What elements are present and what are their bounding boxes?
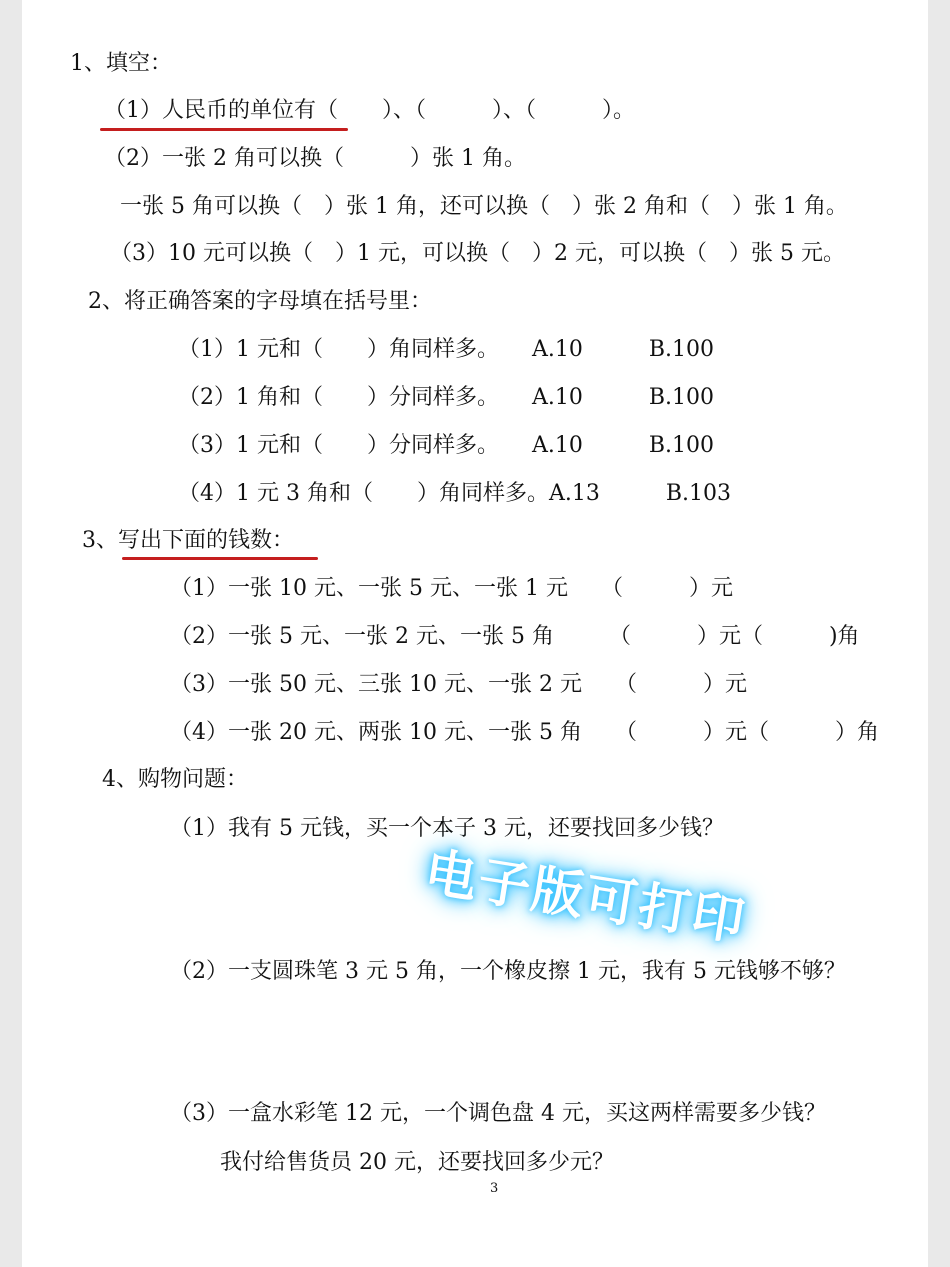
section-3-title: 3、写出下面的钱数： — [82, 528, 294, 553]
red-underline-q1-1 — [100, 128, 348, 131]
section-4-title: 4、购物问题： — [102, 767, 248, 792]
page-number: 3 — [490, 1181, 499, 1196]
q1-3-line: （3）10 元可以换（ ）1 元，可以换（ ）2 元，可以换（ ）张 5 元。 — [110, 241, 845, 266]
q1-2b-line: 一张 5 角可以换（ ）张 1 角，还可以换（ ）张 2 角和（ ）张 1 角。 — [120, 194, 848, 219]
red-underline-section-3 — [122, 557, 318, 560]
q2-2-line: （2）1 角和（ ）分同样多。 A.10 B.100 — [178, 385, 715, 410]
section-2-title: 2、将正确答案的字母填在括号里： — [88, 289, 432, 314]
worksheet-page — [22, 0, 928, 1267]
q4-3b-line: 我付给售货员 20 元，还要找回多少元？ — [220, 1150, 614, 1175]
watermark-text: 电子版可打印 — [420, 842, 750, 953]
q3-4-line: （4）一张 20 元、两张 10 元、一张 5 角 （ ）元（ ）角 — [170, 720, 879, 745]
q2-3-line: （3）1 元和（ ）分同样多。 A.10 B.100 — [178, 433, 715, 458]
section-1-title: 1、填空： — [70, 51, 172, 76]
q3-3-line: （3）一张 50 元、三张 10 元、一张 2 元 （ ）元 — [170, 672, 747, 697]
q4-3-line: （3）一盒水彩笔 12 元，一个调色盘 4 元，买这两样需要多少钱？ — [170, 1101, 826, 1126]
q3-2-line: （2）一张 5 元、一张 2 元、一张 5 角 （ ）元（ )角 — [170, 624, 860, 649]
q4-1-line: （1）我有 5 元钱，买一个本子 3 元，还要找回多少钱？ — [170, 816, 724, 841]
q1-2-line: （2）一张 2 角可以换（ ）张 1 角。 — [104, 146, 526, 171]
q1-1-line: （1）人民币的单位有（ ）、（ ）、（ ）。 — [104, 98, 635, 123]
q2-4-line: （4）1 元 3 角和（ ）角同样多。A.13 B.103 — [178, 481, 731, 506]
q2-1-line: （1）1 元和（ ）角同样多。 A.10 B.100 — [178, 337, 715, 362]
q4-2-line: （2）一支圆珠笔 3 元 5 角，一个橡皮擦 1 元，我有 5 元钱够不够？ — [170, 959, 846, 984]
q3-1-line: （1）一张 10 元、一张 5 元、一张 1 元 （ ）元 — [170, 576, 733, 601]
